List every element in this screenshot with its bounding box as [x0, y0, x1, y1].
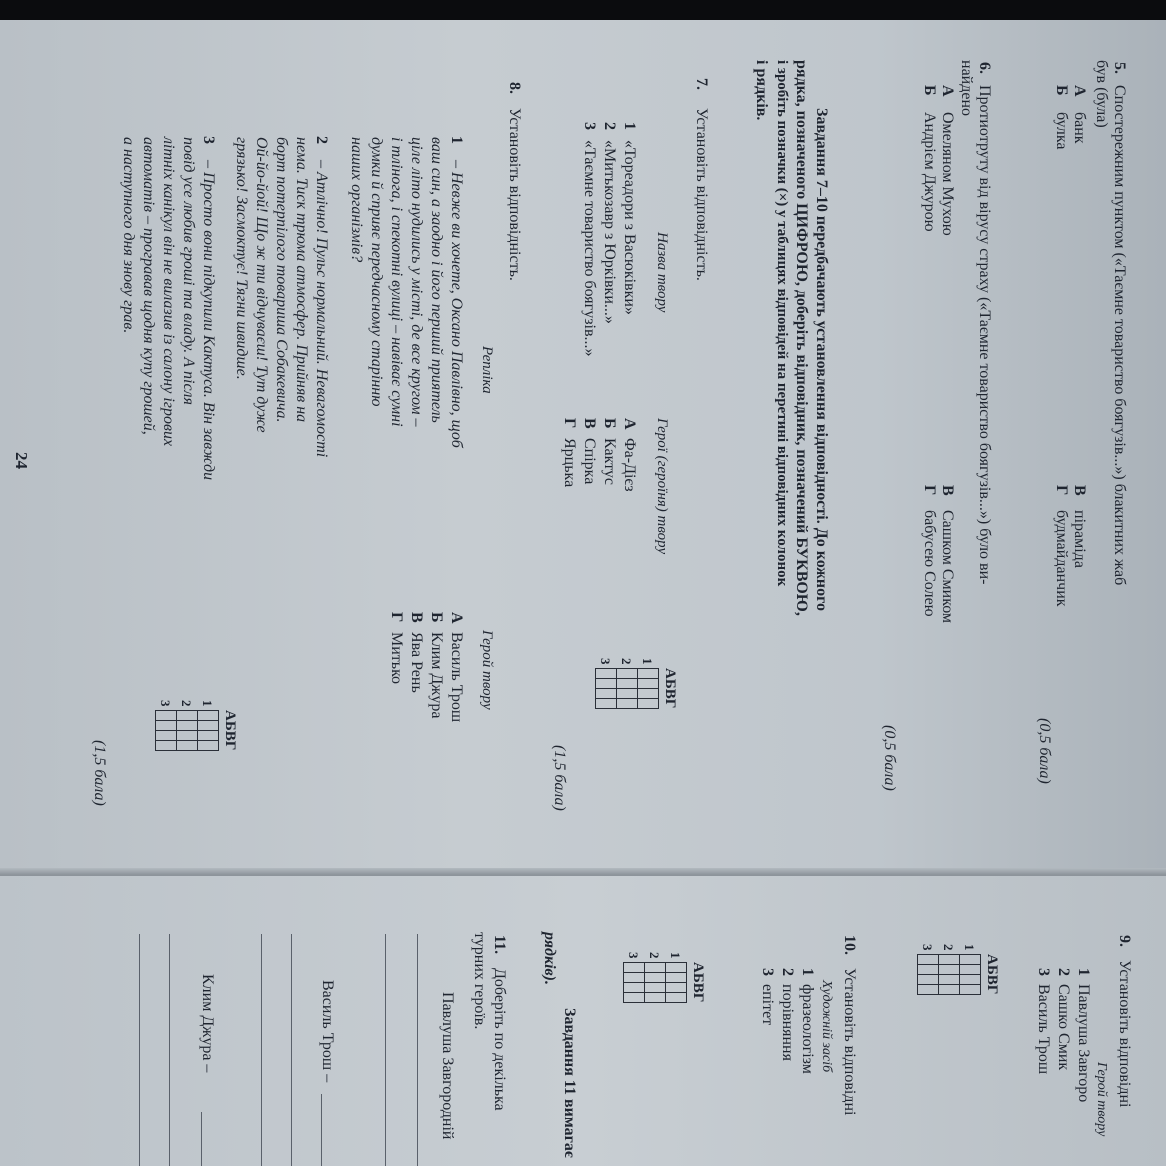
- q6-score: (0,5 бала): [881, 725, 898, 791]
- q8-option-b: Клим Джура: [428, 632, 445, 719]
- q10-col-head: Художній засіб: [819, 980, 834, 1073]
- q7-text: Установіть відповідність.: [693, 108, 710, 281]
- q5-number: 5.: [1111, 62, 1128, 74]
- q10-row-1: фразеологізм: [799, 984, 816, 1074]
- row-3-label: 3: [158, 700, 174, 707]
- answer-cell[interactable]: [156, 710, 177, 721]
- q10-answer-grid: [623, 952, 708, 1003]
- col-b: Б: [662, 678, 678, 689]
- answer-cell[interactable]: [638, 668, 659, 679]
- q8-score: (1,5 бала): [91, 740, 108, 806]
- col-a: А: [662, 668, 678, 679]
- q9-row-1-num: 1: [1075, 968, 1092, 976]
- q11-answer-line[interactable]: [139, 934, 140, 1166]
- q9-row-1: Павлуша Завгоро: [1075, 984, 1092, 1103]
- q8-replica-2-line: – Атлічно! Пульс нормальний. Невагомості: [313, 160, 330, 458]
- q5-text: Спостережним пунктом («Таємне товариство боягузів...») блакитних жаб: [1111, 85, 1128, 586]
- q8-option-v: Ява Рень: [408, 632, 425, 693]
- answer-cell[interactable]: [638, 689, 659, 699]
- answer-cell[interactable]: [617, 699, 638, 709]
- q10-number: 10.: [841, 935, 858, 955]
- row-3-label: 3: [920, 944, 936, 951]
- row-3-label: 3: [626, 952, 642, 959]
- answer-cell[interactable]: [596, 668, 617, 679]
- q8-option-g: Митько: [388, 632, 405, 685]
- col-b: Б: [690, 972, 706, 983]
- q6-option-v: Сашком Смиком: [939, 510, 956, 624]
- answer-cell[interactable]: [177, 731, 198, 741]
- answer-cell[interactable]: [596, 689, 617, 699]
- row-2-label: 2: [179, 700, 195, 707]
- intro-line-2: рядка, позначеного ЦИФРОЮ, доберіть відповідник, позначений БУКВОЮ,: [793, 60, 810, 616]
- q11-answer-line[interactable]: [417, 934, 418, 1166]
- q7-answer-grid: [595, 658, 680, 709]
- row-2-label: 2: [619, 658, 635, 665]
- col-g: Г: [662, 698, 678, 709]
- answer-cell[interactable]: [939, 975, 960, 985]
- row-3-label: 3: [598, 658, 614, 665]
- answer-cell[interactable]: [156, 721, 177, 731]
- q5-option-b: булка: [1053, 112, 1070, 150]
- col-g: Г: [222, 740, 238, 751]
- q8-replica-2-line: борт потерпілого товариша Собакевича.: [273, 137, 290, 423]
- q8-replica-1-num: 1: [448, 136, 465, 144]
- q8-text: Установіть відповідність.: [506, 108, 523, 281]
- q6-text-cont: найдено: [958, 60, 975, 117]
- q7-option-v-letter: В: [581, 418, 598, 429]
- answer-cell[interactable]: [918, 975, 939, 985]
- q7-option-b: Кактус: [601, 438, 618, 486]
- answer-cell[interactable]: [198, 721, 219, 731]
- q5-option-b-letter: Б: [1053, 85, 1070, 96]
- q10-row-1-num: 1: [799, 968, 816, 976]
- q5-option-a-letter: А: [1071, 85, 1088, 97]
- answer-cell[interactable]: [624, 973, 645, 983]
- answer-cell[interactable]: [624, 983, 645, 993]
- row-1-label: 1: [640, 658, 656, 665]
- q8-replica-3-line: автоматів – програвав щодня купу грошей,: [140, 137, 157, 435]
- answer-cell[interactable]: [638, 679, 659, 689]
- answer-cell[interactable]: [617, 668, 638, 679]
- q7-number: 7.: [693, 78, 710, 90]
- q7-row-3-num: 3: [581, 122, 598, 130]
- answer-cell[interactable]: [596, 699, 617, 709]
- q7-col1-head: Назва твору: [654, 232, 670, 313]
- q8-replica-1-line: ваш син, а заодно і його перший приятель: [428, 137, 445, 423]
- col-a: А: [222, 710, 238, 721]
- answer-cell[interactable]: [918, 954, 939, 965]
- q5-option-v-letter: В: [1071, 485, 1088, 496]
- q10-row-2: порівняння: [779, 984, 796, 1061]
- col-b: Б: [222, 720, 238, 731]
- q7-score: (1,5 бала): [551, 745, 568, 811]
- q11-answer-line[interactable]: [201, 1112, 202, 1166]
- answer-cell[interactable]: [960, 985, 981, 995]
- q5-option-v: піраміда: [1071, 510, 1088, 568]
- answer-cell[interactable]: [939, 985, 960, 995]
- q7-row-1: «Тореадори з Васюківки»: [621, 140, 638, 315]
- q8-replica-1-line: наших організмів?: [348, 137, 365, 263]
- q11-hero-3: Клим Джура –: [199, 974, 216, 1073]
- answer-cell[interactable]: [198, 741, 219, 751]
- q6-option-v-letter: В: [939, 485, 956, 496]
- intro-line-3: і зробіть позначки (×) у таблицях відповідей на перетині відповідних колонок: [774, 60, 790, 587]
- q6-option-b-letter: Б: [921, 85, 938, 96]
- answer-cell[interactable]: [624, 962, 645, 973]
- intro-line-1: Завдання 7–10 передбачають установлення відповідності. До кожного: [813, 108, 830, 611]
- row-1-label: 1: [200, 700, 216, 707]
- task11-intro-line-2: рядків).: [541, 932, 558, 985]
- answer-cell[interactable]: [198, 710, 219, 721]
- q8-replica-1-line: – Невже ви хочете, Оксано Павлівно, щоб: [448, 160, 465, 448]
- col-a: А: [984, 954, 1000, 965]
- answer-cell[interactable]: [960, 975, 981, 985]
- q9-row-3-num: 3: [1035, 968, 1052, 976]
- answer-cell[interactable]: [177, 721, 198, 731]
- q5-text-cont: був (була): [1093, 60, 1110, 128]
- q8-option-b-letter: Б: [428, 612, 445, 623]
- q8-replica-3-line: – Просто вони підкупили Кактуса. Він завжди: [200, 160, 217, 481]
- answer-cell[interactable]: [666, 993, 687, 1003]
- q10-row-3-num: 3: [759, 968, 776, 976]
- answer-cell[interactable]: [666, 962, 687, 973]
- col-v: В: [690, 982, 706, 993]
- page-number: 24: [12, 452, 31, 469]
- q7-col2-head: Герої (героїня) твору: [654, 418, 670, 555]
- answer-cell[interactable]: [617, 689, 638, 699]
- q8-answer-grid: [155, 700, 240, 751]
- q8-replica-3-line: літніх канікул він не вилазив із салону ігрових: [160, 137, 177, 447]
- answer-cell[interactable]: [645, 983, 666, 993]
- q11-answer-line[interactable]: [321, 1094, 322, 1166]
- q10-text: Установіть відповідні: [841, 968, 858, 1116]
- q8-replica-2-line: Ой-йо-йой! Що ж ти відчуваєш! Тут дуже: [253, 137, 270, 433]
- q9-row-2: Сашко Смик: [1055, 984, 1072, 1071]
- q10-row-3: епітет: [759, 984, 776, 1026]
- answer-cell[interactable]: [177, 710, 198, 721]
- q8-replica-2-line: нема. Тиск трюма атмосфер. Прийняв на: [293, 137, 310, 423]
- answer-cell[interactable]: [624, 993, 645, 1003]
- answer-cell[interactable]: [156, 741, 177, 751]
- q8-option-v-letter: В: [408, 612, 425, 623]
- q8-replica-3-line: а наступного дня знову грав.: [120, 137, 137, 334]
- answer-cell[interactable]: [666, 973, 687, 983]
- q11-answer-line[interactable]: [169, 934, 170, 1166]
- intro-line-4: і рядків.: [753, 60, 770, 121]
- q8-replica-1-line: і тлінога, і спекотні вулиці – навіває сумні: [388, 137, 405, 427]
- q7-row-1-num: 1: [621, 122, 638, 130]
- q8-col1-head: Репліка: [479, 346, 495, 394]
- answer-cell[interactable]: [638, 699, 659, 709]
- q11-hero-1: Павлуша Завгородній: [439, 992, 456, 1140]
- answer-cell[interactable]: [198, 731, 219, 741]
- q8-replica-1-line: думки й сприяє передчасному старінню: [368, 137, 385, 407]
- q8-replica-2-num: 2: [313, 136, 330, 144]
- q11-text-cont: турних героїв.: [471, 932, 488, 1030]
- q5-option-g: будмайданчик: [1053, 510, 1070, 607]
- q5-option-g-letter: Г: [1053, 485, 1070, 496]
- answer-cell[interactable]: [918, 985, 939, 995]
- q5-option-a: банк: [1071, 112, 1088, 144]
- q8-replica-1-line: ціле літо нудились у місті, де все кругом –: [408, 137, 425, 427]
- q11-text: Доберіть по декілька: [491, 968, 508, 1111]
- col-g: Г: [984, 984, 1000, 995]
- answer-cell[interactable]: [177, 741, 198, 751]
- q6-number: 6.: [976, 62, 993, 74]
- col-v: В: [662, 688, 678, 699]
- q8-option-g-letter: Г: [388, 612, 405, 623]
- q7-option-g-letter: Г: [561, 418, 578, 429]
- answer-cell[interactable]: [645, 993, 666, 1003]
- q11-number: 11.: [491, 935, 508, 955]
- q7-option-b-letter: Б: [601, 418, 618, 429]
- q7-option-a-letter: А: [621, 418, 638, 430]
- q10-row-2-num: 2: [779, 968, 796, 976]
- q6-option-g: бабусею Солею: [921, 510, 938, 617]
- q8-number: 8.: [506, 82, 523, 94]
- q8-option-a: Василь Трош: [448, 632, 465, 723]
- q11-answer-line[interactable]: [261, 934, 262, 1166]
- q6-option-a: Омеляном Мухою: [939, 112, 956, 236]
- q7-row-2-num: 2: [601, 122, 618, 130]
- answer-cell[interactable]: [939, 965, 960, 975]
- answer-cell[interactable]: [596, 679, 617, 689]
- q6-option-g-letter: Г: [921, 485, 938, 496]
- answer-cell[interactable]: [960, 954, 981, 965]
- answer-cell[interactable]: [156, 731, 177, 741]
- q9-row-2-num: 2: [1055, 968, 1072, 976]
- answer-cell[interactable]: [918, 965, 939, 975]
- answer-cell[interactable]: [666, 983, 687, 993]
- answer-cell[interactable]: [617, 679, 638, 689]
- q8-replica-2-line: грязько! Засмоктує! Тягни швидше.: [233, 137, 250, 380]
- q6-option-a-letter: А: [939, 85, 956, 97]
- row-1-label: 1: [962, 944, 978, 951]
- q8-option-a-letter: А: [448, 612, 465, 624]
- q7-option-g: Ярцька: [561, 438, 578, 488]
- q7-option-a: Фа-Дієз: [621, 438, 638, 492]
- q5-score: (0,5 бала): [1036, 718, 1053, 784]
- q9-text: Установіть відповідні: [1116, 960, 1133, 1108]
- col-a: А: [690, 962, 706, 973]
- q11-answer-line[interactable]: [291, 934, 292, 1166]
- q11-answer-line[interactable]: [385, 934, 386, 1166]
- row-1-label: 1: [668, 952, 684, 959]
- q6-text: Протиотруту від вірусу страху («Таємне товариство боягузів...») було ви-: [976, 85, 993, 585]
- q9-number: 9.: [1116, 935, 1133, 947]
- q6-option-b: Андрієм Джурою: [921, 112, 938, 232]
- task11-intro-line-1: Завдання 11 вимагає: [561, 1008, 578, 1158]
- col-v: В: [222, 730, 238, 741]
- q9-answer-grid: [917, 944, 1002, 995]
- col-v: В: [984, 974, 1000, 985]
- q9-row-3: Василь Трош: [1035, 984, 1052, 1075]
- col-b: Б: [984, 964, 1000, 975]
- q7-option-v: Спірка: [581, 438, 598, 485]
- row-2-label: 2: [941, 944, 957, 951]
- q11-hero-2: Василь Трош –: [319, 980, 336, 1083]
- q8-replica-3-line: повід усе любив гроші та владу. А після: [180, 137, 197, 405]
- q9-col-head: Герой твору: [1094, 1062, 1109, 1137]
- answer-cell[interactable]: [960, 965, 981, 975]
- answer-cell[interactable]: [645, 962, 666, 973]
- q7-row-2: «Митькозавр з Юрківки...»: [601, 140, 618, 324]
- row-2-label: 2: [647, 952, 663, 959]
- q8-col2-head: Герой твору: [479, 630, 495, 710]
- q7-row-3: «Таємне товариство боягузів...»: [581, 140, 598, 357]
- q8-replica-3-num: 3: [200, 136, 217, 144]
- answer-cell[interactable]: [939, 954, 960, 965]
- answer-cell[interactable]: [645, 973, 666, 983]
- col-g: Г: [690, 992, 706, 1003]
